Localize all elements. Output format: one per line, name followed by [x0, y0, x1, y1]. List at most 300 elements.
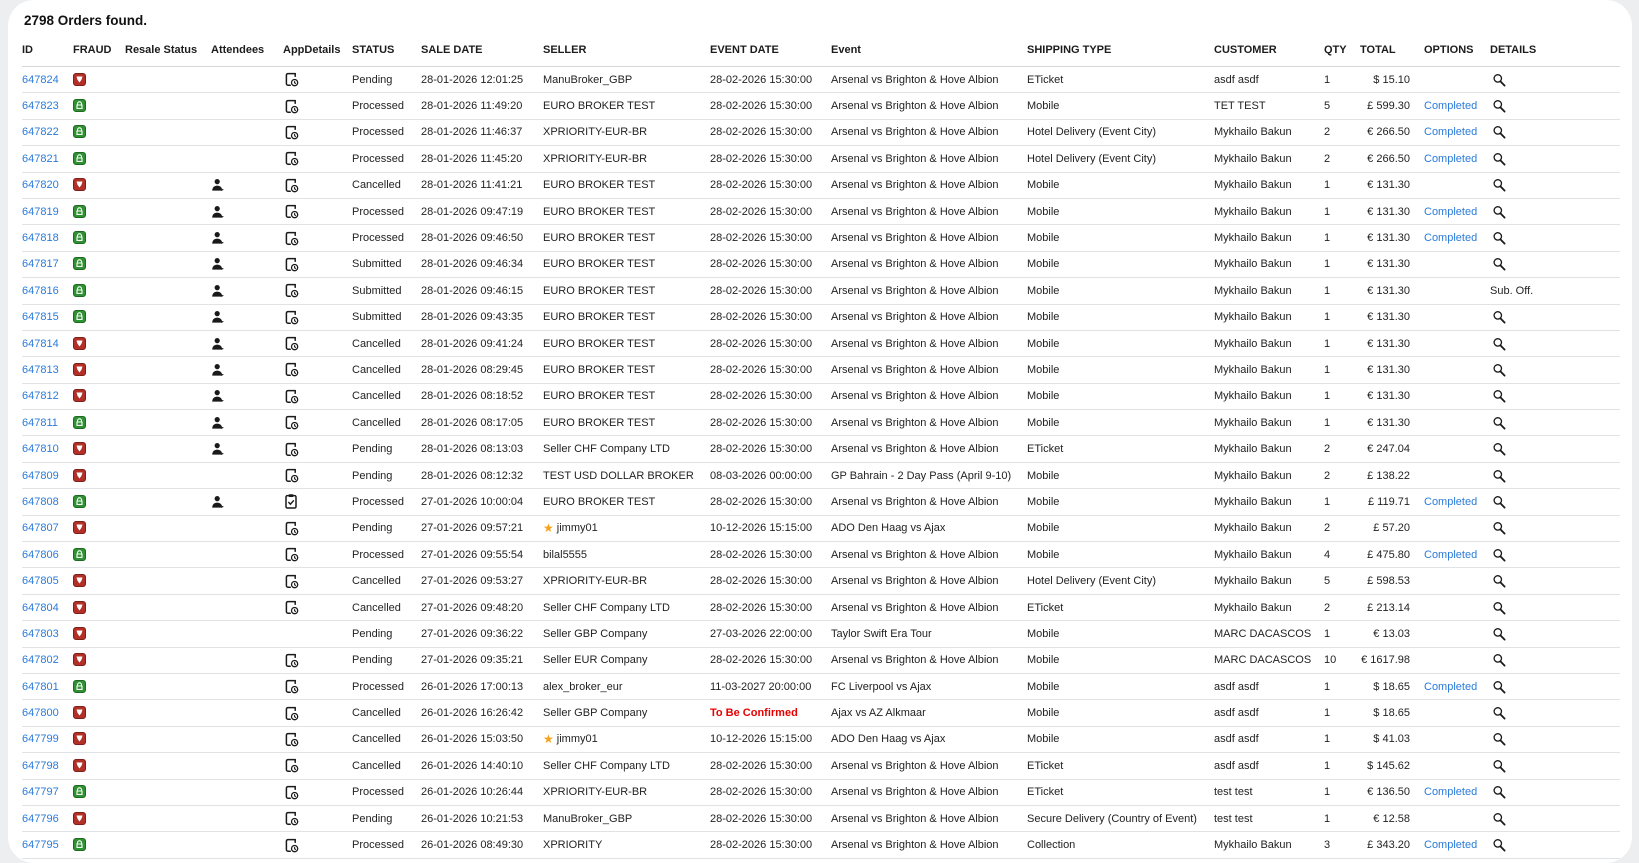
search-magnifier-icon[interactable] [1492, 627, 1506, 641]
event-name: Arsenal vs Brighton & Hove Albion [831, 93, 1027, 119]
shipping-type: ETicket [1027, 594, 1214, 620]
mobile-ticket-clock-icon[interactable] [283, 678, 300, 695]
order-id-link[interactable]: 647805 [22, 575, 59, 588]
options-completed-link[interactable]: Completed [1424, 100, 1478, 113]
seller-name: ManuBroker_GBP [543, 812, 633, 825]
event-date: 10-12-2026 15:15:00 [710, 515, 831, 541]
order-total: € 13.03 [1360, 621, 1424, 647]
event-name: Arsenal vs Brighton & Hove Albion [831, 805, 1027, 831]
mobile-ticket-clock-icon[interactable] [283, 150, 300, 167]
order-id-link[interactable]: 647797 [22, 786, 59, 799]
search-magnifier-icon[interactable] [1492, 653, 1506, 667]
options-completed-link[interactable]: Completed [1424, 839, 1478, 852]
order-id-cell [22, 304, 73, 330]
sale-date: 28-01-2026 08:17:05 [421, 410, 543, 436]
mobile-ticket-clock-icon[interactable] [283, 71, 300, 88]
column-header-resale-status: Resale Status [125, 38, 211, 67]
fraud-cell [73, 753, 125, 779]
search-magnifier-icon[interactable] [1492, 363, 1506, 377]
attendee-person-icon[interactable] [211, 284, 225, 298]
customer-name: Mykhailo Bakun [1214, 278, 1324, 304]
resale-status-cell [125, 119, 211, 145]
sale-date: 27-01-2026 09:48:20 [421, 594, 543, 620]
order-id-link[interactable]: 647818 [22, 232, 59, 245]
order-id-link[interactable]: 647806 [22, 548, 59, 561]
order-status: Cancelled [352, 410, 421, 436]
options-cell [1424, 832, 1490, 858]
event-date: 28-02-2026 15:30:00 [710, 436, 831, 462]
order-id-cell [22, 93, 73, 119]
order-id-link[interactable]: 647810 [22, 443, 59, 456]
fraud-status-icon [73, 205, 86, 218]
attendees-cell [211, 436, 283, 462]
order-id-link[interactable]: 647819 [22, 205, 59, 218]
column-header-status: STATUS [352, 38, 421, 67]
fraud-status-icon [73, 73, 86, 86]
order-id-cell [22, 462, 73, 488]
event-date: 28-02-2026 15:30:00 [710, 410, 831, 436]
search-magnifier-icon[interactable] [1492, 574, 1506, 588]
event-name: Arsenal vs Brighton & Hove Albion [831, 146, 1027, 172]
options-cell [1424, 198, 1490, 224]
search-magnifier-icon[interactable] [1492, 680, 1506, 694]
attendee-person-icon[interactable] [211, 257, 225, 271]
details-cell [1490, 357, 1620, 383]
fraud-cell [73, 67, 125, 93]
attendees-cell [211, 278, 283, 304]
order-id-cell [22, 805, 73, 831]
attendees-cell [211, 568, 283, 594]
customer-name: Mykhailo Bakun [1214, 489, 1324, 515]
order-id-link[interactable]: 647800 [22, 707, 59, 720]
order-status: Pending [352, 436, 421, 462]
search-magnifier-icon[interactable] [1492, 310, 1506, 324]
shipping-type: Hotel Delivery (Event City) [1027, 119, 1214, 145]
appdetails-cell [283, 779, 352, 805]
attendee-person-icon[interactable] [211, 495, 225, 509]
appdetails-cell [283, 489, 352, 515]
search-magnifier-icon[interactable] [1492, 521, 1506, 535]
mobile-ticket-clock-icon[interactable] [283, 599, 300, 616]
order-id-link[interactable]: 647799 [22, 733, 59, 746]
order-status: Submitted [352, 251, 421, 277]
event-date: 28-02-2026 15:30:00 [710, 568, 831, 594]
table-row [22, 647, 1620, 673]
quantity: 10 [1324, 647, 1360, 673]
shipping-type: Mobile [1027, 93, 1214, 119]
order-id-link[interactable]: 647803 [22, 627, 59, 640]
details-cell [1490, 805, 1620, 831]
customer-name: asdf asdf [1214, 726, 1324, 752]
order-id-cell [22, 647, 73, 673]
order-id-link[interactable]: 647817 [22, 258, 59, 271]
order-id-link[interactable]: 647812 [22, 390, 59, 403]
mobile-ticket-clock-icon[interactable] [283, 388, 300, 405]
seller-name: Seller CHF Company LTD [543, 601, 670, 614]
clipboard-check-icon[interactable] [283, 493, 299, 510]
options-completed-link[interactable]: Completed [1424, 126, 1478, 139]
table-row [22, 515, 1620, 541]
search-magnifier-icon[interactable] [1492, 759, 1506, 773]
event-name: GP Bahrain - 2 Day Pass (April 9-10) [831, 462, 1027, 488]
resale-status-cell [125, 304, 211, 330]
resale-status-cell [125, 278, 211, 304]
search-magnifier-icon[interactable] [1492, 469, 1506, 483]
search-magnifier-icon[interactable] [1492, 706, 1506, 720]
attendee-person-icon[interactable] [211, 178, 225, 192]
event-name [831, 858, 1027, 863]
mobile-ticket-clock-icon[interactable] [283, 309, 300, 326]
mobile-ticket-clock-icon[interactable] [283, 282, 300, 299]
order-id-cell [22, 330, 73, 356]
search-magnifier-icon[interactable] [1492, 838, 1506, 852]
sale-date: 27-01-2026 09:36:22 [421, 621, 543, 647]
search-magnifier-icon[interactable] [1492, 178, 1506, 192]
options-completed-link[interactable]: Completed [1424, 152, 1478, 165]
resale-status-cell [125, 647, 211, 673]
table-row [22, 700, 1620, 726]
order-id-link[interactable]: 647816 [22, 284, 59, 297]
sale-date: 28-01-2026 09:46:34 [421, 251, 543, 277]
order-total: $ 15.10 [1360, 67, 1424, 93]
details-cell [1490, 489, 1620, 515]
order-id-link[interactable]: 647801 [22, 680, 59, 693]
seller-name: XPRIORITY-EUR-BR [543, 126, 648, 139]
table-header-row [22, 38, 1620, 67]
order-id-link[interactable]: 647795 [22, 839, 59, 852]
seller-name: EURO BROKER TEST [543, 337, 656, 350]
resale-status-cell [125, 198, 211, 224]
quantity: 2 [1324, 146, 1360, 172]
order-total: $ 145.62 [1360, 753, 1424, 779]
table-row [22, 172, 1620, 198]
order-id-link[interactable]: 647813 [22, 363, 59, 376]
order-id-cell [22, 489, 73, 515]
mobile-ticket-clock-icon[interactable] [283, 256, 300, 273]
options-cell [1424, 594, 1490, 620]
search-magnifier-icon[interactable] [1492, 548, 1506, 562]
mobile-ticket-clock-icon[interactable] [283, 361, 300, 378]
order-id-link[interactable]: 647798 [22, 759, 59, 772]
search-magnifier-icon[interactable] [1492, 495, 1506, 509]
table-row [22, 568, 1620, 594]
order-total: £ 598.53 [1360, 568, 1424, 594]
search-magnifier-icon[interactable] [1492, 389, 1506, 403]
order-id-link[interactable]: 647823 [22, 100, 59, 113]
search-magnifier-icon[interactable] [1492, 231, 1506, 245]
mobile-ticket-clock-icon[interactable] [283, 467, 300, 484]
customer-name: Mykhailo Bakun [1214, 462, 1324, 488]
order-id-link[interactable]: 647824 [22, 73, 59, 86]
search-magnifier-icon[interactable] [1492, 812, 1506, 826]
seller-name: EURO BROKER TEST [543, 232, 656, 245]
quantity: 1 [1324, 673, 1360, 699]
order-status: Processed [352, 198, 421, 224]
options-cell [1424, 647, 1490, 673]
order-id-link[interactable]: 647822 [22, 126, 59, 139]
order-id-link[interactable]: 647807 [22, 522, 59, 535]
order-id-link[interactable]: 647820 [22, 179, 59, 192]
options-completed-link[interactable]: Completed [1424, 548, 1478, 561]
fraud-cell [73, 383, 125, 409]
mobile-ticket-clock-icon[interactable] [283, 124, 300, 141]
order-id-link[interactable]: 647804 [22, 601, 59, 614]
event-name: Taylor Swift Era Tour [831, 621, 1027, 647]
order-id-link[interactable]: 647815 [22, 311, 59, 324]
appdetails-cell [283, 753, 352, 779]
order-status: Cancelled [352, 700, 421, 726]
column-header-appdetails: AppDetails [283, 38, 352, 67]
event-name: Arsenal vs Brighton & Hove Albion [831, 647, 1027, 673]
order-id-cell [22, 673, 73, 699]
order-id-link[interactable]: 647796 [22, 812, 59, 825]
search-magnifier-icon[interactable] [1492, 601, 1506, 615]
options-cell [1424, 357, 1490, 383]
options-completed-link[interactable]: Completed [1424, 786, 1478, 799]
event-date: 28-02-2026 15:30:00 [710, 542, 831, 568]
sale-date: 26-01-2026 17:00:13 [421, 673, 543, 699]
event-name: Arsenal vs Brighton & Hove Albion [831, 278, 1027, 304]
appdetails-cell [283, 700, 352, 726]
table-row [22, 383, 1620, 409]
shipping-type: ETicket [1027, 67, 1214, 93]
quantity: 1 [1324, 621, 1360, 647]
star-icon: ★ [543, 732, 554, 747]
options-completed-link[interactable]: Completed [1424, 232, 1478, 245]
attendee-person-icon[interactable] [211, 416, 225, 430]
orders-table [22, 38, 1620, 863]
resale-status-cell [125, 726, 211, 752]
order-total: $ 18.65 [1360, 673, 1424, 699]
table-row [22, 146, 1620, 172]
resale-status-cell [125, 673, 211, 699]
quantity: 3 [1324, 832, 1360, 858]
attendee-person-icon[interactable] [211, 389, 225, 403]
fraud-status-icon [73, 838, 86, 851]
attendee-person-icon[interactable] [211, 231, 225, 245]
search-magnifier-icon[interactable] [1492, 205, 1506, 219]
search-magnifier-icon[interactable] [1492, 125, 1506, 139]
mobile-ticket-clock-icon[interactable] [283, 335, 300, 352]
fraud-status-icon [73, 178, 86, 191]
order-total: € 131.30 [1360, 225, 1424, 251]
event-date: 28-02-2026 15:30:00 [710, 146, 831, 172]
order-total: € 266.50 [1360, 119, 1424, 145]
customer-name: Mykhailo Bakun [1214, 515, 1324, 541]
seller-name: Seller CHF Company LTD [543, 443, 670, 456]
order-id-link[interactable]: 647802 [22, 654, 59, 667]
mobile-ticket-clock-icon[interactable] [283, 441, 300, 458]
fraud-cell [73, 198, 125, 224]
resale-status-cell [125, 225, 211, 251]
mobile-ticket-clock-icon[interactable] [283, 230, 300, 247]
attendees-cell [211, 462, 283, 488]
order-status: Cancelled [352, 357, 421, 383]
seller-name: bilal5555 [543, 548, 588, 561]
event-name: Arsenal vs Brighton & Hove Albion [831, 304, 1027, 330]
attendee-person-icon[interactable] [211, 442, 225, 456]
seller-cell [543, 462, 710, 488]
event-name: ADO Den Haag vs Ajax [831, 726, 1027, 752]
order-id-link[interactable]: 647808 [22, 495, 59, 508]
order-id-cell [22, 621, 73, 647]
order-status: Cancelled [352, 568, 421, 594]
order-id-link[interactable]: 647811 [22, 416, 58, 429]
mobile-ticket-clock-icon[interactable] [283, 203, 300, 220]
options-cell [1424, 119, 1490, 145]
attendees-cell [211, 225, 283, 251]
mobile-ticket-clock-icon[interactable] [283, 98, 300, 115]
attendees-cell [211, 304, 283, 330]
order-id-link[interactable]: 647809 [22, 469, 59, 482]
column-header-total: TOTAL [1360, 38, 1424, 67]
sale-date: 26-01-2026 10:26:44 [421, 779, 543, 805]
mobile-ticket-clock-icon[interactable] [283, 810, 300, 827]
fraud-status-icon [73, 812, 86, 825]
seller-cell [543, 146, 710, 172]
mobile-ticket-clock-icon[interactable] [283, 757, 300, 774]
mobile-ticket-clock-icon[interactable] [283, 652, 300, 669]
search-magnifier-icon[interactable] [1492, 337, 1506, 351]
options-cell [1424, 753, 1490, 779]
seller-cell [543, 225, 710, 251]
attendees-cell [211, 647, 283, 673]
search-magnifier-icon[interactable] [1492, 442, 1506, 456]
event-date: 28-02-2026 15:30:00 [710, 383, 831, 409]
fraud-cell [73, 436, 125, 462]
order-status: Pending [352, 67, 421, 93]
seller-name: EURO BROKER TEST [543, 390, 656, 403]
customer-name: Mykhailo Bakun [1214, 832, 1324, 858]
quantity: 1 [1324, 198, 1360, 224]
table-row [22, 779, 1620, 805]
table-row [22, 330, 1620, 356]
search-magnifier-icon[interactable] [1492, 152, 1506, 166]
search-magnifier-icon[interactable] [1492, 73, 1506, 87]
order-id-cell [22, 278, 73, 304]
details-cell [1490, 726, 1620, 752]
shipping-type: Mobile [1027, 172, 1214, 198]
fraud-status-icon [73, 125, 86, 138]
resale-status-cell [125, 436, 211, 462]
shipping-type: Hotel Delivery (Event City) [1027, 568, 1214, 594]
mobile-ticket-clock-icon[interactable] [283, 705, 300, 722]
order-total: £ 57.20 [1360, 515, 1424, 541]
appdetails-cell [283, 568, 352, 594]
quantity: 1 [1324, 330, 1360, 356]
table-row [22, 805, 1620, 831]
details-cell [1490, 225, 1620, 251]
order-total: € 266.50 [1360, 146, 1424, 172]
order-status: Processed [352, 146, 421, 172]
seller-cell [543, 119, 710, 145]
order-id-cell [22, 172, 73, 198]
attendee-person-icon[interactable] [211, 363, 225, 377]
options-cell [1424, 805, 1490, 831]
event-name: Arsenal vs Brighton & Hove Albion [831, 410, 1027, 436]
order-status: Submitted [352, 278, 421, 304]
attendee-person-icon[interactable] [211, 205, 225, 219]
fraud-cell [73, 542, 125, 568]
order-id-cell [22, 198, 73, 224]
quantity: 2 [1324, 594, 1360, 620]
seller-name: XPRIORITY-EUR-BR [543, 152, 648, 165]
mobile-ticket-clock-icon[interactable] [283, 573, 300, 590]
order-id-cell [22, 119, 73, 145]
event-name: ADO Den Haag vs Ajax [831, 515, 1027, 541]
options-completed-link[interactable]: Completed [1424, 205, 1478, 218]
event-date: 08-03-2026 00:00:00 [710, 462, 831, 488]
details-cell [1490, 462, 1620, 488]
mobile-ticket-clock-icon[interactable] [283, 837, 300, 854]
attendee-person-icon[interactable] [211, 310, 225, 324]
resale-status-cell [125, 251, 211, 277]
column-header-details: DETAILS [1490, 38, 1620, 67]
seller-cell [543, 93, 710, 119]
order-total: $ 41.03 [1360, 726, 1424, 752]
mobile-ticket-clock-icon[interactable] [283, 731, 300, 748]
search-magnifier-icon[interactable] [1492, 416, 1506, 430]
resale-status-cell [125, 383, 211, 409]
resale-status-cell [125, 832, 211, 858]
options-completed-link[interactable]: Completed [1424, 680, 1478, 693]
quantity: 5 [1324, 568, 1360, 594]
order-id-cell [22, 67, 73, 93]
order-total: € 131.30 [1360, 251, 1424, 277]
quantity: 2 [1324, 462, 1360, 488]
seller-name: EURO BROKER TEST [543, 100, 656, 113]
order-id-link[interactable]: 647814 [22, 337, 59, 350]
search-magnifier-icon[interactable] [1492, 732, 1506, 746]
column-header-qty: QTY [1324, 38, 1360, 67]
seller-cell [543, 515, 710, 541]
search-magnifier-icon[interactable] [1492, 99, 1506, 113]
details-cell [1490, 515, 1620, 541]
seller-cell [543, 436, 710, 462]
event-name: Arsenal vs Brighton & Hove Albion [831, 383, 1027, 409]
event-name: FC Liverpool vs Ajax [831, 673, 1027, 699]
order-status: Processed [352, 673, 421, 699]
sale-date: 28-01-2026 11:41:21 [421, 172, 543, 198]
options-cell [1424, 67, 1490, 93]
search-magnifier-icon[interactable] [1492, 785, 1506, 799]
event-date: 28-02-2026 15:30:00 [710, 647, 831, 673]
seller-name: Seller CHF Company LTD [543, 759, 670, 772]
mobile-ticket-clock-icon[interactable] [283, 546, 300, 563]
fraud-status-icon [73, 99, 86, 112]
attendees-cell [211, 832, 283, 858]
sale-date: 27-01-2026 09:55:54 [421, 542, 543, 568]
mobile-ticket-clock-icon[interactable] [283, 784, 300, 801]
fraud-status-icon [73, 548, 86, 561]
details-cell [1490, 594, 1620, 620]
search-magnifier-icon[interactable] [1492, 257, 1506, 271]
event-name: Ajax vs AZ Alkmaar [831, 700, 1027, 726]
order-total: € 12.58 [1360, 805, 1424, 831]
mobile-ticket-clock-icon[interactable] [283, 414, 300, 431]
mobile-ticket-clock-icon[interactable] [283, 177, 300, 194]
order-id-link[interactable]: 647821 [22, 152, 59, 165]
fraud-cell [73, 647, 125, 673]
attendees-cell [211, 67, 283, 93]
quantity: 1 [1324, 251, 1360, 277]
seller-name: alex_broker_eur [543, 680, 623, 693]
mobile-ticket-clock-icon[interactable] [283, 520, 300, 537]
seller-cell [543, 172, 710, 198]
customer-name: Mykhailo Bakun [1214, 225, 1324, 251]
attendee-person-icon[interactable] [211, 337, 225, 351]
options-completed-link[interactable]: Completed [1424, 495, 1478, 508]
